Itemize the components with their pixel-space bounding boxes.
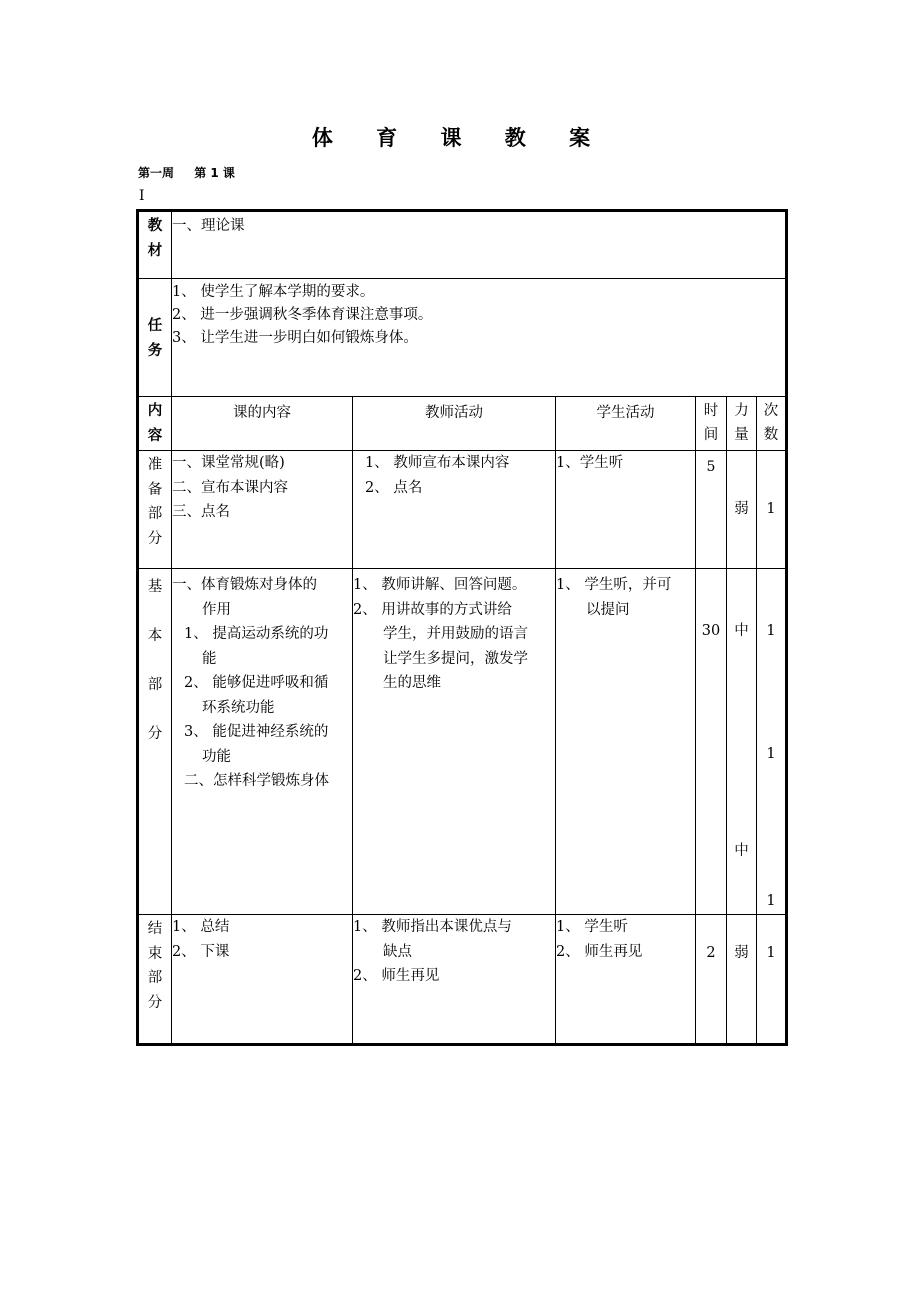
end-label-char: 束	[147, 945, 163, 962]
prep-intensity: 弱	[727, 451, 757, 569]
header-count-char: 数	[763, 427, 779, 443]
basic-count-value: 1	[766, 893, 776, 909]
content-line: 作用	[202, 601, 231, 618]
header-count-char: 次	[763, 403, 779, 419]
header-time	[696, 397, 727, 451]
prep-label-char: 分	[147, 530, 163, 547]
task-label-char: 任	[147, 318, 163, 334]
student-line: 1、 学生听，并可	[556, 577, 672, 593]
prep-teacher	[353, 451, 556, 569]
end-student	[556, 915, 696, 1045]
task-label	[138, 279, 172, 397]
header-time-char: 时	[703, 403, 719, 419]
end-intensity-value: 弱	[734, 945, 749, 961]
week-label: 第一周	[138, 166, 175, 180]
material-row	[138, 211, 787, 279]
prep-label-char: 准	[147, 457, 163, 473]
student-line: 1、 学生听	[556, 919, 628, 935]
end-content	[172, 915, 353, 1045]
end-label-char: 结	[147, 921, 163, 937]
lesson-info	[138, 164, 251, 181]
basic-teacher	[353, 569, 556, 915]
basic-intensity-value: 中	[734, 623, 749, 639]
teacher-line: 2、 师生再见	[353, 968, 440, 984]
header-intensity-char: 力	[734, 403, 749, 419]
header-content: 课的内容	[172, 397, 353, 451]
teacher-line: 1、 教师指出本课优点与	[353, 919, 512, 935]
basic-count-value: 1	[766, 623, 776, 639]
task-label-char: 务	[147, 342, 163, 359]
basic-label-char: 本	[147, 628, 163, 644]
student-line: 1、学生听	[556, 455, 624, 471]
page-title: 体 育 课 教 案	[311, 126, 609, 150]
end-label-char: 分	[147, 994, 163, 1011]
content-line: 一、课堂常规(略)	[172, 455, 285, 471]
content-line: 2、 能够促进呼吸和循	[184, 675, 329, 691]
header-count	[757, 397, 787, 451]
material-label-char: 教	[147, 218, 163, 234]
teacher-line: 2、 点名	[365, 479, 423, 496]
end-row	[138, 915, 787, 1045]
student-line: 2、 师生再见	[556, 943, 643, 960]
content-line: 2、 下课	[172, 943, 230, 960]
header-teacher: 教师活动	[353, 397, 556, 451]
material-content	[172, 211, 787, 279]
task-content	[172, 279, 787, 397]
basic-count-value: 1	[766, 746, 776, 762]
basic-intensity-value: 中	[734, 843, 749, 859]
prep-label-char: 备	[147, 481, 163, 498]
content-line: 环系统功能	[202, 699, 275, 716]
end-intensity	[727, 915, 757, 1045]
basic-label-char: 部	[147, 677, 163, 693]
end-time	[696, 915, 727, 1045]
content-line: 二、怎样科学锻炼身体	[184, 773, 329, 789]
basic-intensity	[727, 569, 757, 915]
lesson-plan-table	[136, 209, 788, 1046]
teacher-line: 生的思维	[383, 675, 441, 691]
task-item: 1、 使学生了解本学期的要求。	[172, 284, 375, 300]
basic-time-value: 30	[701, 623, 721, 639]
content-line: 三、点名	[172, 504, 230, 520]
basic-count	[757, 569, 787, 915]
lesson-label: 第 1 课	[194, 166, 235, 180]
end-time-value: 2	[706, 945, 716, 961]
content-line: 1、 总结	[172, 919, 230, 935]
teacher-line: 1、 教师讲解、回答问题。	[353, 577, 527, 593]
material-text: 一、理论课	[172, 218, 245, 234]
basic-student	[556, 569, 696, 915]
teacher-line: 学生，并用鼓励的语言	[383, 626, 528, 642]
teacher-line: 让学生多提问，激发学	[383, 650, 528, 667]
prep-content	[172, 451, 353, 569]
material-label	[138, 211, 172, 279]
basic-label-char: 基	[147, 579, 163, 595]
prep-time: 5	[696, 451, 727, 569]
content-line: 能	[202, 650, 217, 667]
prep-row	[138, 451, 787, 569]
teacher-line: 缺点	[383, 943, 412, 960]
end-teacher	[353, 915, 556, 1045]
end-label-char: 部	[147, 970, 163, 986]
end-count	[757, 915, 787, 1045]
header-label-char: 容	[147, 427, 163, 444]
material-label-char: 材	[147, 242, 163, 259]
teacher-line: 1、 教师宣布本课内容	[365, 455, 510, 471]
basic-content	[172, 569, 353, 915]
header-time-char: 间	[703, 427, 719, 443]
teacher-line: 2、 用讲故事的方式讲给	[353, 601, 512, 618]
header-student: 学生活动	[556, 397, 696, 451]
end-count-value: 1	[766, 945, 776, 961]
prep-count: 1	[757, 451, 787, 569]
content-line: 一、体育锻炼对身体的	[172, 577, 317, 593]
header-label	[138, 397, 172, 451]
text-cursor: I	[139, 188, 145, 204]
task-item: 2、 进一步强调秋冬季体育课注意事项。	[172, 307, 433, 323]
content-line: 1、 提高运动系统的功	[184, 626, 329, 642]
prep-student	[556, 451, 696, 569]
header-intensity	[727, 397, 757, 451]
basic-label-char: 分	[147, 726, 163, 742]
header-label-char: 内	[147, 403, 163, 419]
end-label	[138, 915, 172, 1045]
content-line: 功能	[202, 748, 231, 765]
task-row	[138, 279, 787, 397]
student-line: 以提问	[586, 601, 630, 618]
task-item: 3、 让学生进一步明白如何锻炼身体。	[172, 330, 418, 346]
content-line: 二、宣布本课内容	[172, 479, 288, 496]
basic-row	[138, 569, 787, 915]
basic-time	[696, 569, 727, 915]
content-line: 3、 能促进神经系统的	[184, 724, 329, 740]
header-row	[138, 397, 787, 451]
basic-label	[138, 569, 172, 915]
header-intensity-char: 量	[734, 427, 749, 443]
prep-label	[138, 451, 172, 569]
prep-label-char: 部	[147, 506, 163, 522]
